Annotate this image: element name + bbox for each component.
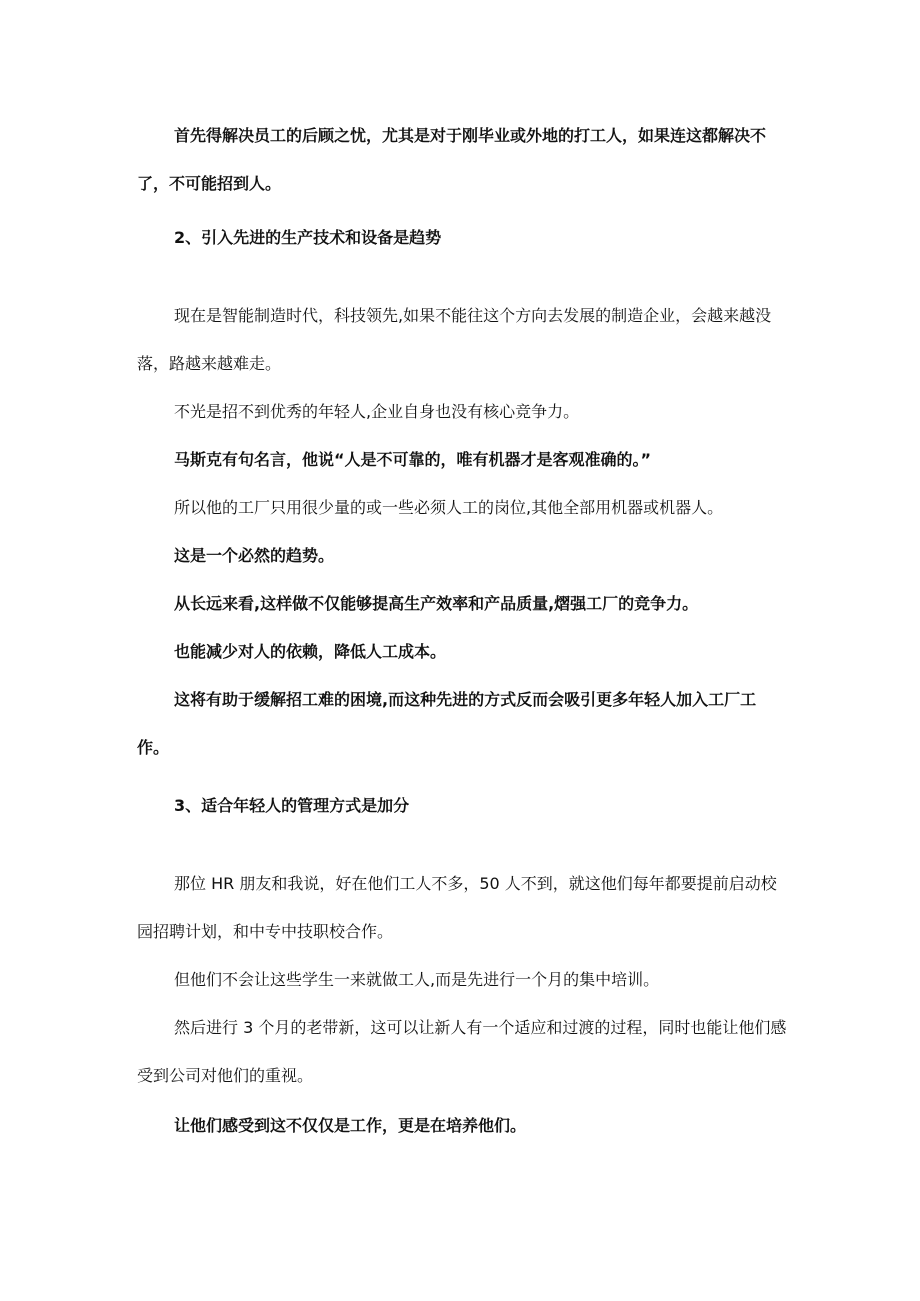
paragraph-housing-concern: 首先得解决员工的后顾之忧，尤其是对于刚毕业或外地的打工人，如果连这都解决不了，不可能招到人。 [137,126,767,193]
paragraph-smart-manufacturing: 现在是智能制造时代，科技领先,如果不能往这个方向去发展的制造企业，会越来越没落，路越来越难走。 [137,306,772,373]
heading-section-2: 2、引入先进的生产技术和设备是趋势 [174,228,442,247]
paragraph-hr-friend: 那位 HR 朋友和我说，好在他们工人不多，50 人不到，就这他们每年都要提前启动校园招聘计划，和中专中技职校合作。 [137,874,777,941]
paragraph-attract-youth: 这将有助于缓解招工难的困境,而这种先进的方式反而会吸引更多年轻人加入工厂工作。 [137,690,757,757]
paragraph-factory-robots: 所以他的工厂只用很少量的或一些必须人工的岗位,其他全部用机器或机器人。 [174,498,724,517]
paragraph-reduce-dependence: 也能减少对人的依赖，降低人工成本。 [174,642,447,661]
paragraph-musk-quote: 马斯克有句名言，他说“人是不可靠的，唯有机器才是客观准确的。” [174,450,652,469]
paragraph-long-term-view: 从长远来看,这样做不仅能够提高生产效率和产品质量,熠强工厂的竞争力。 [174,594,699,613]
paragraph-cultivation: 让他们感受到这不仅仅是工作，更是在培养他们。 [174,1116,527,1135]
paragraph-mentorship: 然后进行 3 个月的老带新，这可以让新人有一个适应和过渡的过程，同时也能让他们感受到公司对他们的重视。 [137,1018,787,1085]
paragraph-training: 但他们不会让这些学生一来就做工人,而是先进行一个月的集中培训。 [174,970,660,989]
paragraph-inevitable-trend: 这是一个必然的趋势。 [174,546,335,565]
paragraph-core-competitiveness: 不光是招不到优秀的年轻人,企业自身也没有核心竞争力。 [174,402,580,421]
heading-section-3: 3、适合年轻人的管理方式是加分 [174,796,410,815]
